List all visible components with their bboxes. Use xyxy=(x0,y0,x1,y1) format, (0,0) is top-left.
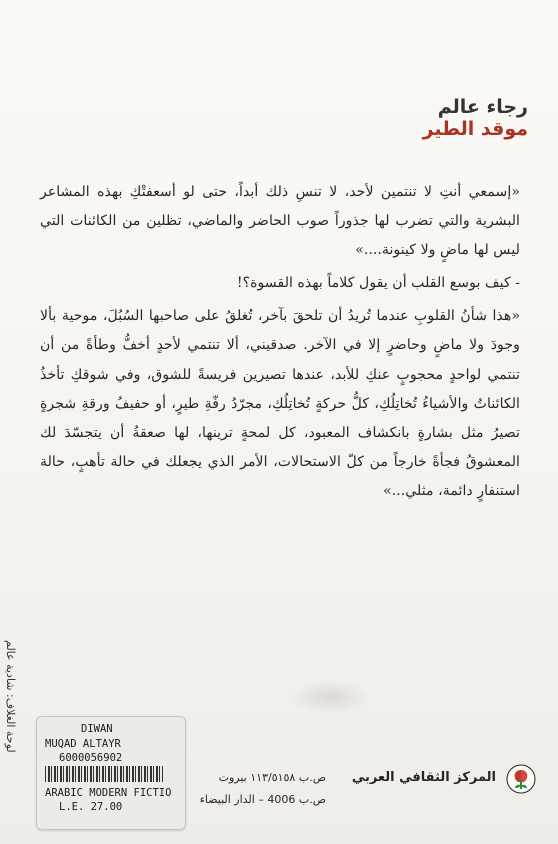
sticker-category: ARABIC MODERN FICTIO xyxy=(45,787,172,799)
publisher-address-casablanca: ص.ب 4006 – الدار البيضاء xyxy=(199,793,326,806)
sticker-code: 6000056902 xyxy=(59,752,123,764)
sticker-title: MUQAD ALTAYR xyxy=(45,738,121,750)
book-title: موقد الطير xyxy=(422,118,528,140)
publisher-logo-icon xyxy=(506,764,536,794)
publisher-address-beirut: ص.ب ١١٣/٥١٥٨ بيروت xyxy=(218,771,326,784)
sticker-price: L.E. 27.00 xyxy=(59,801,123,813)
sticker-store: DIWAN xyxy=(81,723,113,735)
barcode xyxy=(45,766,163,782)
publisher-name: المركز الثقافي العربي xyxy=(351,770,496,785)
cover-art-credit: لوحة الغلاف: شادية عالم xyxy=(4,640,17,753)
blurb-text xyxy=(40,178,520,510)
blurb-paragraph-2: - كيف بوسع القلب أن يقول كلاماً بهذه القسوة؟! xyxy=(236,275,520,292)
paper-stain xyxy=(290,680,370,714)
blurb-paragraph-1: «إسمعي أنتِ لا تنتمين لأحد، لا تنسِ ذلك أبداً، حتى لو أسعفتْكِ بهذه المشاعر البشرية والتي تضرب لها جذوراً صوب الحاضر والماضي، تظلين من الكائنات التي ليس لها ماضٍ ولا كينونة....» xyxy=(40,184,520,259)
author-name: رجاء عالم xyxy=(437,96,528,118)
blurb-paragraph-3: «هذا شأنُ القلوبِ عندما تُريدُ أن تلحقَ بآخر، تُغلقُ على صاحبها السُبُلَ، موحية بألا وجودَ ولا ماضٍ وحاضرٍ إلا في الآخر. صدقيني، ألا تنتمي لأحدٍ أخفُّ وطأةً من أن تنتمي لواحدٍ محجوبٍ عنكِ للأبد، عندها تصيرين فريسةً للشوق، وفي شوقكِ تأخذُ الكائناتُ والأشياءُ تُخاتِلُكِ، كلُّ حركةٍ تُخاتِلُكِ، مجرّدُ رفّةِ طيرٍ، أو حفيفُ ورقةِ شجرةٍ تصيرُ مثل بشارةٍ بانكشاف المعبود، كل لمحةٍ ترينها، لها صعقةُ أن يتجسّدَ لك المعشوقُ فجأةً خارجاً من كلّ الاستحالات، الأمر الذي يجعلك في حالة تأهبٍ، حالة استنفارٍ دائمة، مثلي...» xyxy=(40,308,520,499)
price-sticker xyxy=(36,716,186,830)
